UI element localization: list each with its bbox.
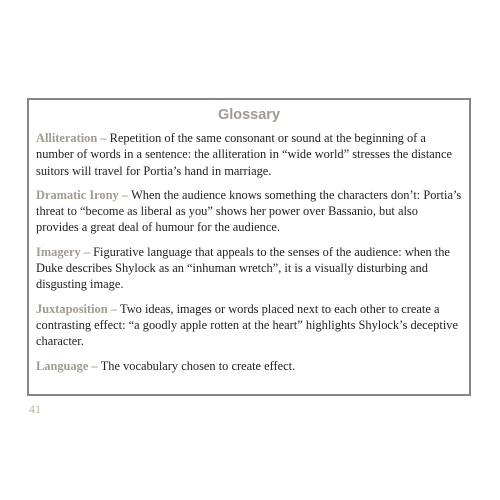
entry-term: Imagery (36, 244, 81, 259)
entry-dash: – (97, 131, 110, 145)
entry-definition: When the audience knows something the characters don’t: Portia’s threat to “become as liberal as you” shows her power over Bassanio, but also provides a great deal of humour for the audience. (36, 187, 462, 235)
glossary-entry-imagery (36, 244, 462, 293)
entry-definition: Figurative language that appeals to the senses of the audience: when the Duke describes Shylock as an “inhuman wretch”, it is a visually disturbing and disgusting image. (36, 244, 450, 292)
glossary-entry-dramatic-irony (36, 187, 462, 236)
entry-dash: – (107, 301, 120, 316)
entry-term: Language (36, 358, 89, 373)
entry-term: Juxtaposition (36, 301, 108, 316)
glossary-entry-language (36, 358, 462, 374)
entry-dash: – (88, 358, 101, 373)
entry-definition: Two ideas, images or words placed next to each other to create a contrasting effect: “a goodly apple rotten at the heart” highlights Shylock’s deceptive character. (36, 301, 458, 349)
entry-definition: Repetition of the same consonant or sound at the beginning of a number of words in a sentence: the alliteration in “wide world” stresses the distance suitors will travel for Portia’s hand in marriage. (36, 131, 452, 178)
glossary-entry-juxtaposition (36, 301, 462, 350)
entry-dash: – (118, 187, 132, 202)
entry-term: Alliteration (36, 131, 98, 145)
entry-term: Dramatic Irony (36, 187, 119, 202)
glossary-entry-alliteration (36, 130, 462, 179)
glossary-title: Glossary (217, 107, 281, 123)
glossary-box (27, 98, 471, 396)
page-number: 41 (29, 402, 41, 416)
entry-dash: – (80, 244, 94, 259)
entry-definition: The vocabulary chosen to create effect. (100, 358, 296, 373)
